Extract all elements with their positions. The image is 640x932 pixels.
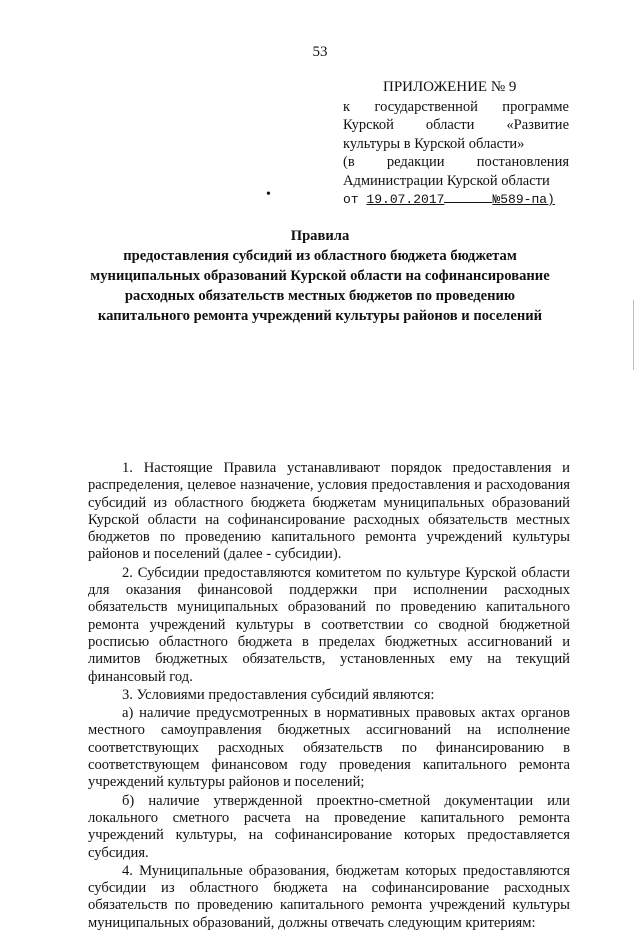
heading-line: капитального ремонта учреждений культуры районов и поселений bbox=[97, 308, 543, 324]
appendix-line: к государственной программе bbox=[343, 98, 569, 115]
date-prefix: от bbox=[343, 192, 359, 207]
heading-line: расходных обязательств местных бюджетов по проведению bbox=[124, 288, 516, 304]
paragraph: 2. Субсидии предоставляются комитетом по культуре Курской области для оказания финансовой поддержки при исполнении расходных обязательств муниципальных образований по проведению капитального ремонта учреждений культуры в соответствии со сводной бюджетной росписью областного бюджета в пределах бюджетных ассигнований и лимитов бюджетных обязательств, установленных ему на текущий финансовый год. bbox=[88, 564, 570, 685]
page-number: 53 bbox=[312, 44, 328, 60]
appendix-line: Администрации Курской области bbox=[343, 172, 550, 189]
scan-margin-line bbox=[633, 300, 634, 370]
heading-line: муниципальных образований Курской области на софинансирование bbox=[90, 268, 550, 284]
appendix-line: культуры в Курской области» bbox=[343, 135, 525, 152]
paragraph: 1. Настоящие Правила устанавливают порядок предоставления и распределения, целевое назначение, условия предоставления и расходования субсидий из областного бюджета бюджетам муниципальных образований Курской области на софинансирование расходных обязательств местных бюджетов по проведению капитального ремонта учреждений культуры районов и поселений (далее - субсидии). bbox=[88, 460, 570, 563]
heading-line: предоставления субсидий из областного бюджета бюджетам bbox=[123, 248, 517, 264]
appendix-line: Курской области «Развитие bbox=[343, 117, 569, 133]
paragraph: 3. Условиями предоставления субсидий являются: bbox=[122, 686, 435, 703]
appendix-line: (в редакции постановления bbox=[343, 154, 569, 170]
heading-title: Правила bbox=[290, 228, 350, 244]
appendix-title: ПРИЛОЖЕНИЕ № 9 bbox=[383, 79, 517, 95]
appendix-date-line bbox=[343, 191, 569, 210]
document-number: №589-па) bbox=[492, 192, 555, 207]
appendix-block bbox=[343, 78, 569, 210]
paragraph: б) наличие утвержденной проектно-сметной документации или локального сметного расчета на проведение капитального ремонта учреждений культуры, на софинансирование которых предоставляется субсидия. bbox=[88, 792, 570, 861]
bullet-dot: • bbox=[266, 187, 271, 202]
document-date: 19.07.2017 bbox=[366, 192, 445, 207]
paragraph: 4. Муниципальные образования, бюджетам которых предоставляются субсидии из областного бюджета на софинансирование расходных обязательств по проведению капитального ремонта учреждений культуры муниципальных образований, должны отвечать следующим критериям: bbox=[88, 862, 570, 931]
rules-heading bbox=[60, 226, 580, 326]
paragraph: а) наличие предусмотренных в нормативных правовых актах органов местного самоуправления бюджетных ассигнований на исполнение соответствующих расходных обязательств по финансированию в соответствующем финансовом году проведения капитального ремонта учреждений культуры районов и поселений; bbox=[88, 705, 570, 791]
date-underline bbox=[444, 191, 492, 203]
document-body bbox=[88, 460, 570, 932]
